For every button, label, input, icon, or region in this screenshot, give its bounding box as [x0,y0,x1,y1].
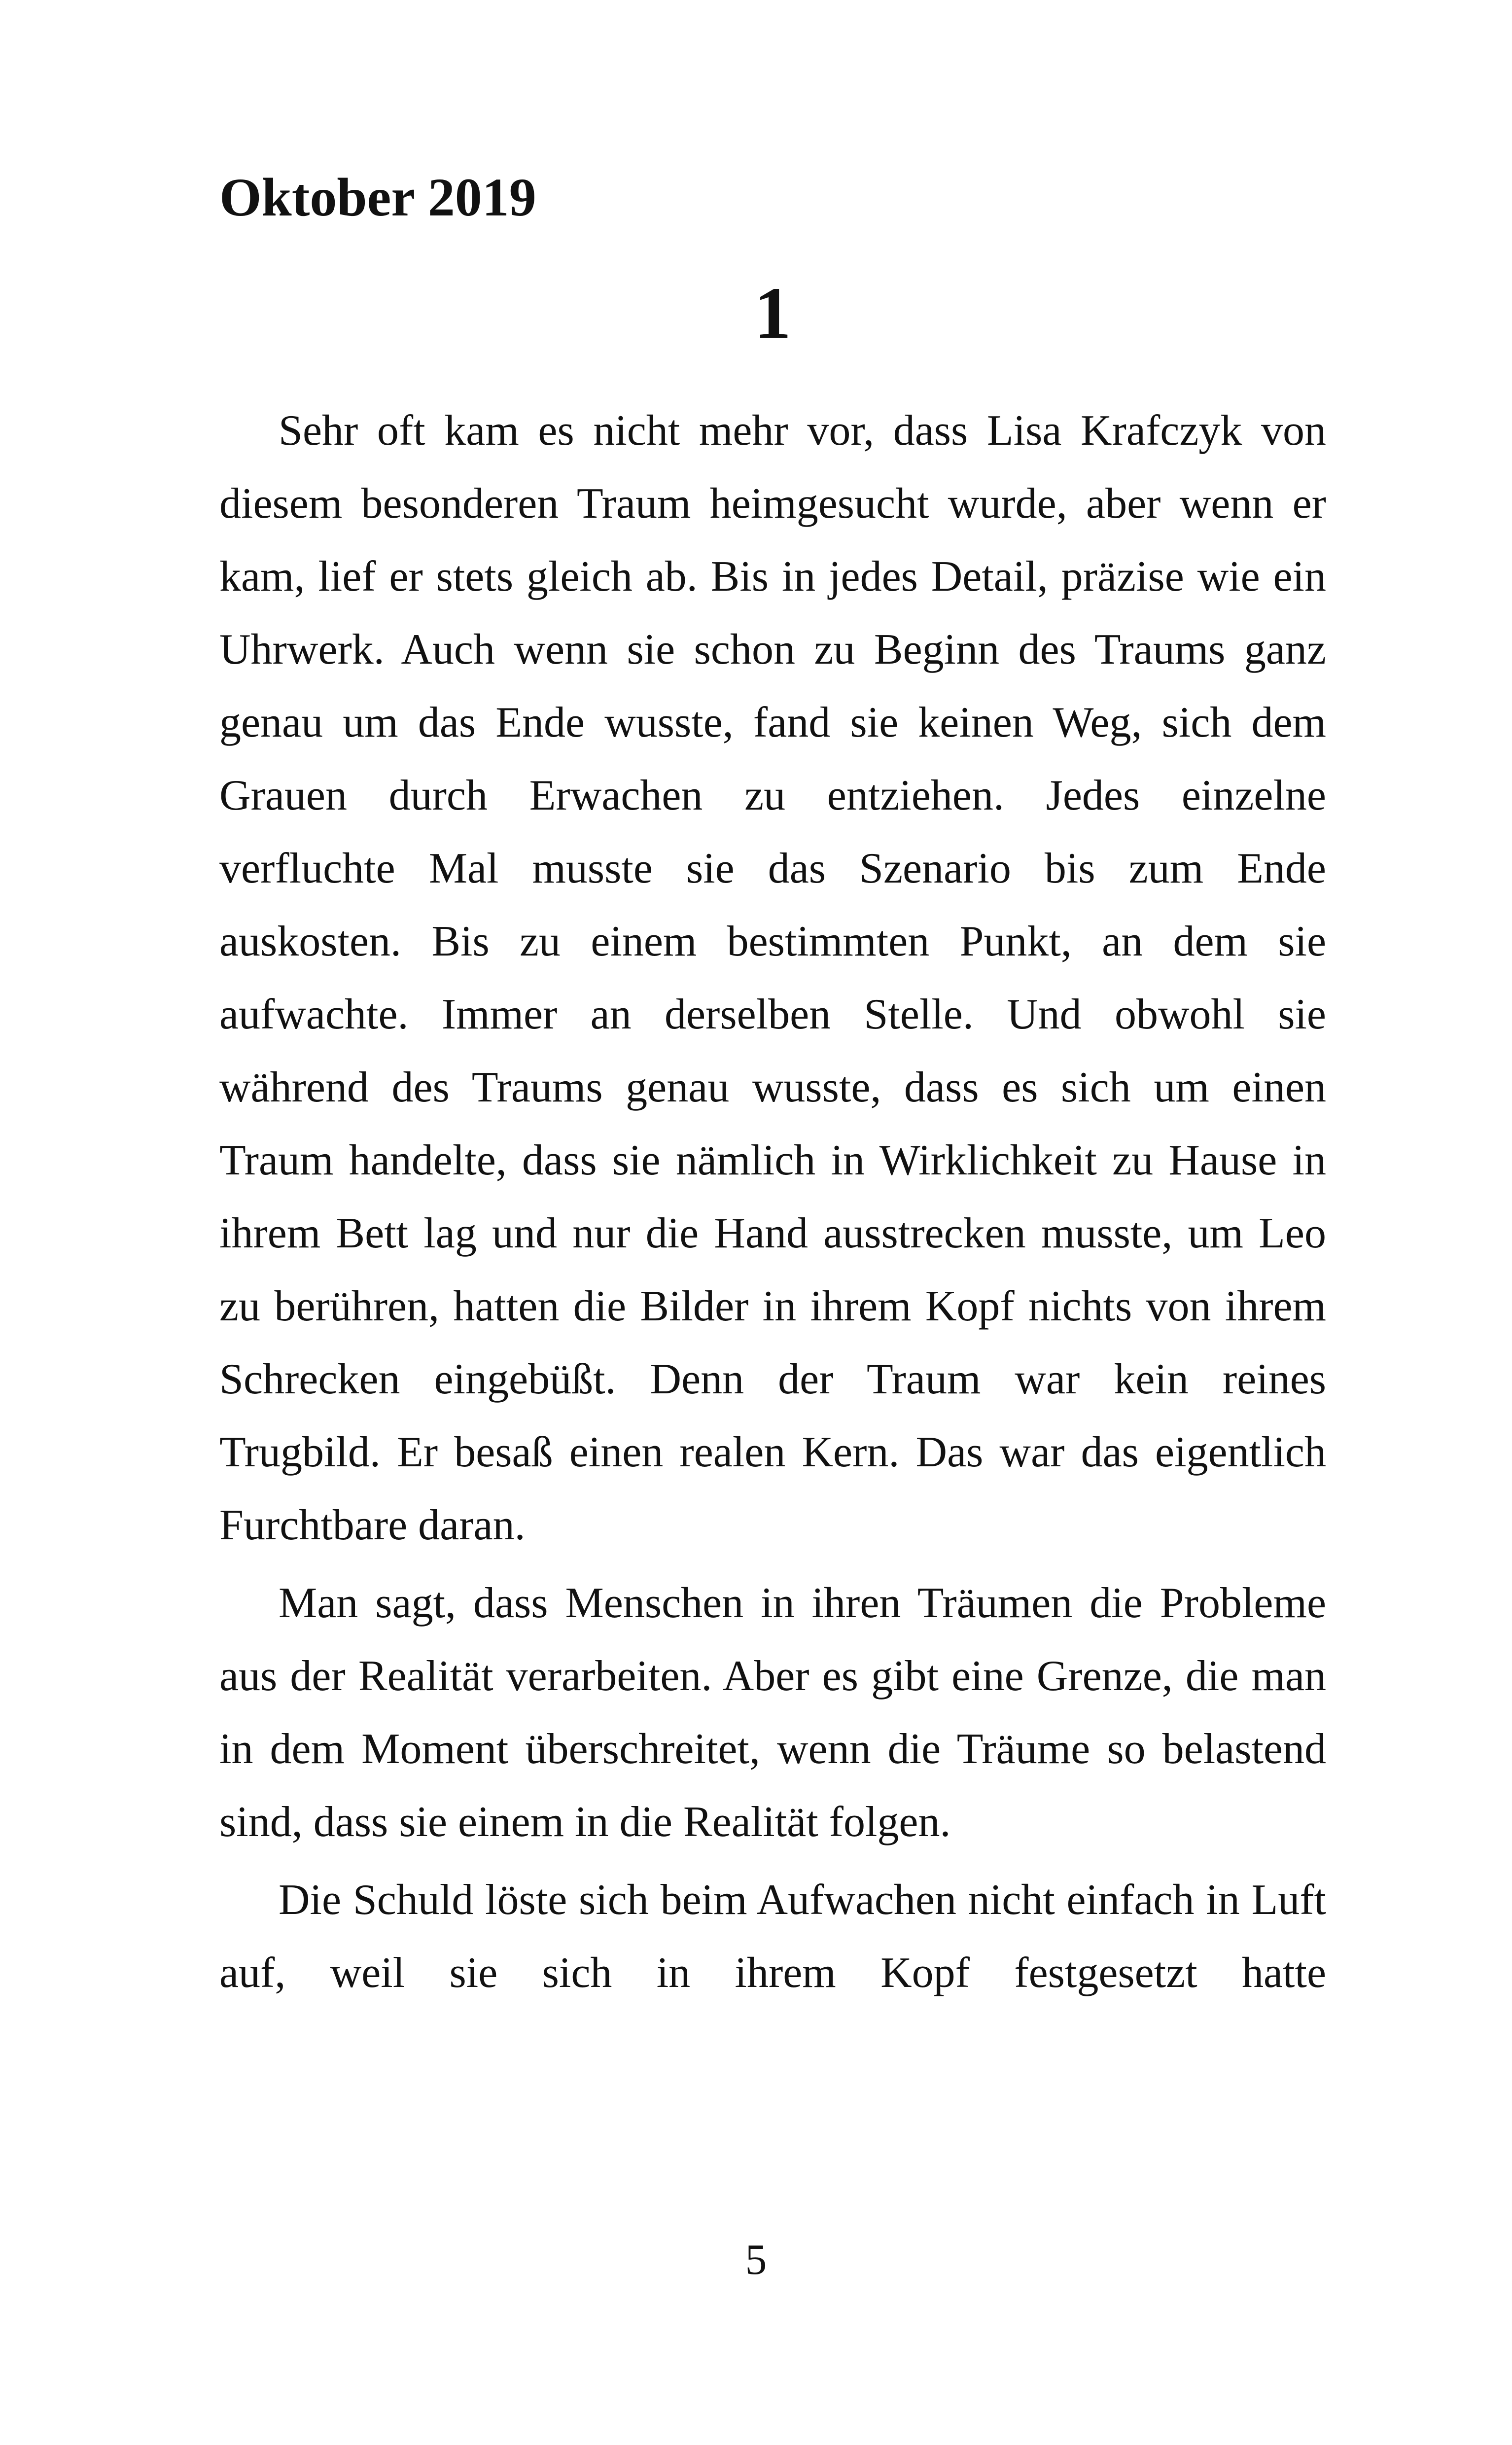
section-heading: Oktober 2019 [219,167,536,227]
paragraph-3: Die Schuld löste sich beim Aufwachen nicht einfach in Luft auf, weil sie sich in ihrem Kopf festgesetzt hatte [219,1876,1326,1997]
paragraph-1: Sehr oft kam es nicht mehr vor, dass Lisa Krafczyk von diesem besonderen Traum heimgesucht wurde, aber wenn er kam, lief er stets gleich ab. Bis in jedes Detail, präzise wie ein Uhrwerk. Auch wenn sie schon zu Beginn des Traums ganz genau um das Ende wusste, fand sie keinen Weg, sich dem Grauen durch Erwachen zu entziehen. Jedes einzelne verfluchte Mal musste sie das Szenario bis zum Ende auskosten. Bis zu einem bestimmten Punkt, an dem sie aufwachte. Immer an derselben Stelle. Und obwohl sie während des Traums genau wusste, dass es sich um einen Traum handelte, dass sie nämlich in Wirklichkeit zu Hause in ihrem Bett lag und nur die Hand ausstrecken musste, um Leo zu berühren, hatten die Bilder in ihrem Kopf nichts von ihrem Schrecken eingebüßt. Denn der Traum war kein reines Trugbild. Er besaß einen realen Kern. Das war das eigentlich Furchtbare daran. [219,407,1326,1549]
paragraph-2: Man sagt, dass Menschen in ihren Träumen die Probleme aus der Realität verarbeiten. Aber es gibt eine Grenze, die man in dem Moment überschreitet, wenn die Träume so belastend sind, dass sie einem in die Realität folgen. [219,1579,1326,1846]
body-text [219,394,1326,2015]
page-number: 5 [745,2236,767,2284]
chapter-number: 1 [754,272,791,354]
